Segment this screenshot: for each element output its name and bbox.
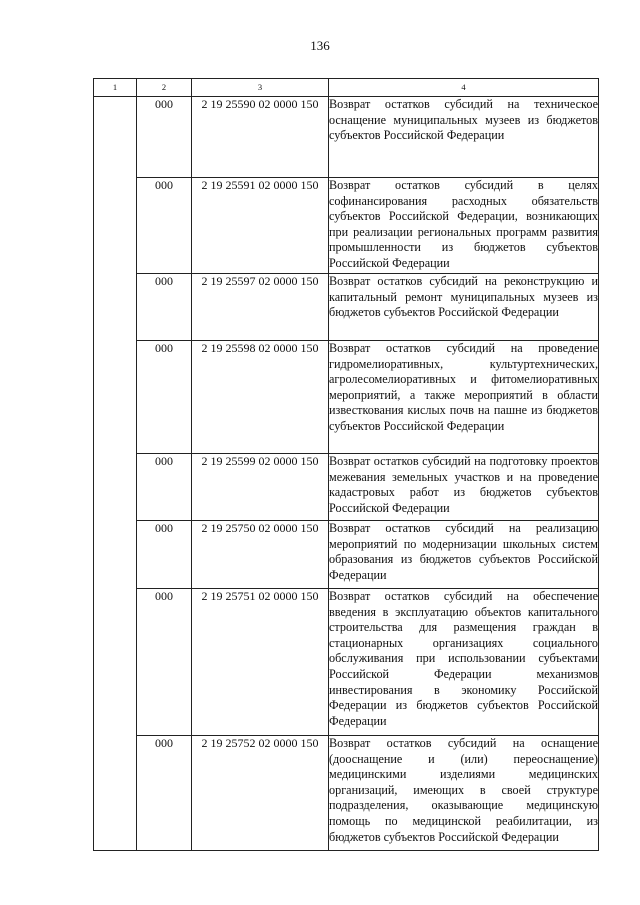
table-row (94, 454, 599, 521)
admin-code-cell: 000 (137, 521, 192, 589)
admin-code-cell: 000 (137, 341, 192, 454)
table-row (94, 178, 599, 274)
table-row (94, 274, 599, 341)
description-cell: Возврат остатков субсидий на техническое оснащение муниципальных музеев из бюджетов субъектов Российской Федерации (329, 97, 599, 178)
description-cell: Возврат остатков субсидий на проведение гидромелиоративных, культуртехнических, агролесомелиоративных и фитомелиоративных мероприятий, а также мероприятий в области известкования кислых почв на пашне из бюджетов субъектов Российской Федерации (329, 341, 599, 454)
header-col-3: 3 (192, 79, 329, 97)
admin-code-cell: 000 (137, 97, 192, 178)
header-col-4: 4 (329, 79, 599, 97)
description-cell: Возврат остатков субсидий в целях софинансирования расходных обязательств субъектов Российской Федерации, возникающих при реализации региональных программ развития промышленности из бюджетов субъектов Российской Федерации (329, 178, 599, 274)
description-cell: Возврат остатков субсидий на подготовку проектов межевания земельных участков и на проведение кадастровых работ из бюджетов субъектов Российской Федерации (329, 454, 599, 521)
budget-codes-table (93, 78, 599, 851)
description-cell: Возврат остатков субсидий на реализацию мероприятий по модернизации школьных систем образования из бюджетов субъектов Российской Федерации (329, 521, 599, 589)
budget-code-cell: 2 19 25752 02 0000 150 (192, 736, 329, 851)
budget-code-cell: 2 19 25591 02 0000 150 (192, 178, 329, 274)
description-cell: Возврат остатков субсидий на оснащение (дооснащение и (или) переоснащение) медицинскими изделиями медицинских организаций, имеющих в своей структуре подразделения, оказывающие медицинскую помощь по медицинской реабилитации, из бюджетов субъектов Российской Федерации (329, 736, 599, 851)
budget-code-cell: 2 19 25599 02 0000 150 (192, 454, 329, 521)
table-row (94, 97, 599, 178)
table-row (94, 521, 599, 589)
empty-col-1-cell (94, 97, 137, 851)
admin-code-cell: 000 (137, 589, 192, 736)
header-col-2: 2 (137, 79, 192, 97)
table-row (94, 589, 599, 736)
admin-code-cell: 000 (137, 736, 192, 851)
table-row (94, 736, 599, 851)
budget-code-cell: 2 19 25590 02 0000 150 (192, 97, 329, 178)
table-row (94, 341, 599, 454)
budget-code-cell: 2 19 25751 02 0000 150 (192, 589, 329, 736)
admin-code-cell: 000 (137, 454, 192, 521)
budget-code-cell: 2 19 25598 02 0000 150 (192, 341, 329, 454)
table-header-row (94, 79, 599, 97)
header-col-1: 1 (94, 79, 137, 97)
page-number: 136 (310, 38, 330, 53)
description-cell: Возврат остатков субсидий на обеспечение введения в эксплуатацию объектов капитального строительства для размещения граждан в стационарных организациях социального обслуживания при использовании субъектами Российской Федерации механизмов инвестирования в экономику Российской Федерации из бюджетов субъектов Российской Федерации (329, 589, 599, 736)
admin-code-cell: 000 (137, 178, 192, 274)
budget-code-cell: 2 19 25750 02 0000 150 (192, 521, 329, 589)
budget-code-cell: 2 19 25597 02 0000 150 (192, 274, 329, 341)
description-cell: Возврат остатков субсидий на реконструкцию и капитальный ремонт муниципальных музеев из бюджетов субъектов Российской Федерации (329, 274, 599, 341)
admin-code-cell: 000 (137, 274, 192, 341)
